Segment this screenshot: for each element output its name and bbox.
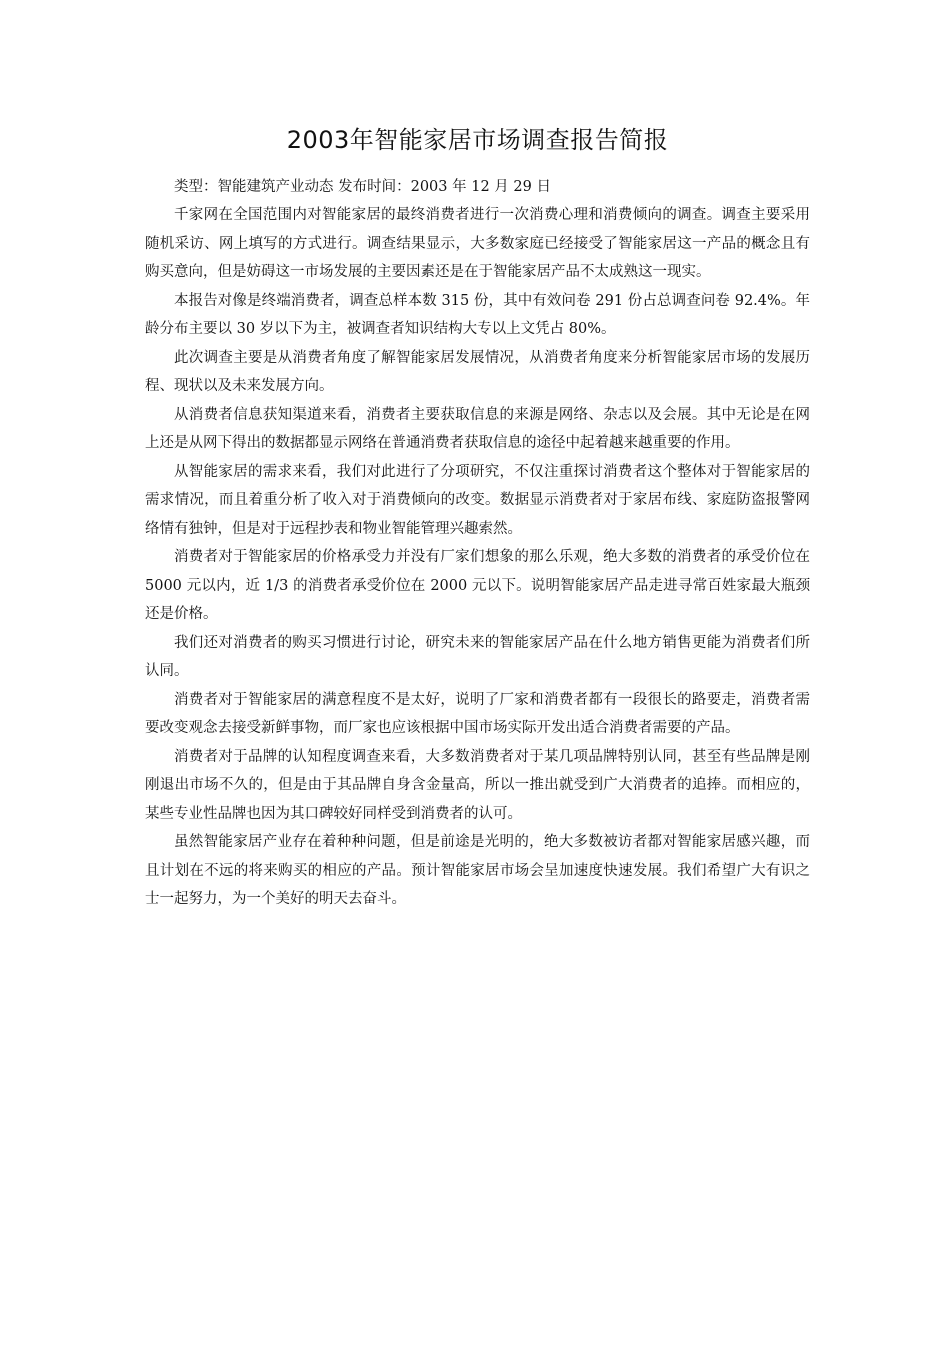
paragraph-9: 消费者对于品牌的认知程度调查来看，大多数消费者对于某几项品牌特别认同，甚至有些品牌是刚刚退出市场不久的，但是由于其品牌自身含金量高，所以一推出就受到广大消费者的追捧。而相应的，某些专业性品牌也因为其口碑较好同样受到消费者的认可。 xyxy=(145,748,810,822)
paragraph-4: 从消费者信息获知渠道来看，消费者主要获取信息的来源是网络、杂志以及会展。其中无论是在网上还是从网下得出的数据都显示网络在普通消费者获取信息的途径中起着越来越重要的作用。 xyxy=(145,406,810,451)
document-page xyxy=(145,120,810,914)
paragraph-7: 我们还对消费者的购买习惯进行讨论，研究未来的智能家居产品在什么地方销售更能为消费者们所认同。 xyxy=(145,634,810,679)
document-meta: 类型：智能建筑产业动态 发布时间：2003 年 12 月 29 日 xyxy=(174,179,551,195)
paragraph-1: 千家网在全国范围内对智能家居的最终消费者进行一次消费心理和消费倾向的调查。调查主要采用随机采访、网上填写的方式进行。调查结果显示，大多数家庭已经接受了智能家居这一产品的概念且有购买意向，但是妨碍这一市场发展的主要因素还是在于智能家居产品不太成熟这一现实。 xyxy=(145,207,810,280)
paragraph-5: 从智能家居的需求来看，我们对此进行了分项研究，不仅注重探讨消费者这个整体对于智能家居的需求情况，而且着重分析了收入对于消费倾向的改变。数据显示消费者对于家居布线、家庭防盗报警网络情有独钟，但是对于远程抄表和物业智能管理兴趣索然。 xyxy=(145,463,810,537)
paragraph-8: 消费者对于智能家居的满意程度不是太好，说明了厂家和消费者都有一段很长的路要走，消费者需要改变观念去接受新鲜事物，而厂家也应该根据中国市场实际开发出适合消费者需要的产品。 xyxy=(145,691,810,736)
paragraph-2: 本报告对像是终端消费者，调查总样本数 315 份，其中有效问卷 291 份占总调查问卷 92.4%。年龄分布主要以 30 岁以下为主，被调查者知识结构大专以上文凭占 80%。 xyxy=(145,292,810,337)
paragraph-3: 此次调查主要是从消费者角度了解智能家居发展情况，从消费者角度来分析智能家居市场的发展历程、现状以及未来发展方向。 xyxy=(145,349,810,394)
document-title: 2003年智能家居市场调查报告简报 xyxy=(286,126,669,154)
paragraph-10: 虽然智能家居产业存在着种种问题，但是前途是光明的，绝大多数被访者都对智能家居感兴趣，而且计划在不远的将来购买的相应的产品。预计智能家居市场会呈加速度快速发展。我们希望广大有识之士一起努力，为一个美好的明天去奋斗。 xyxy=(145,834,810,907)
paragraph-6: 消费者对于智能家居的价格承受力并没有厂家们想象的那么乐观，绝大多数的消费者的承受价位在 5000 元以内，近 1/3 的消费者承受价位在 2000 元以下。说明智能家居产品走进寻常百姓家最大瓶颈还是价格。 xyxy=(145,549,810,622)
